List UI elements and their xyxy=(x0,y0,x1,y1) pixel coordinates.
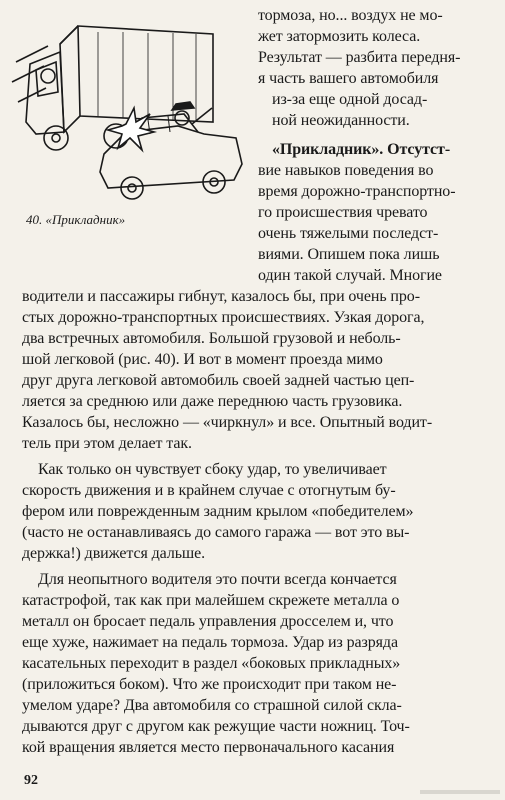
text-line: вие навыков поведения во xyxy=(258,162,434,179)
text-line: водители и пассажиры гибнут, казалось бы, при очень про- xyxy=(22,288,420,305)
text-line: очень тяжелыми последст- xyxy=(258,225,439,242)
text-line: умелом ударе? Два автомобиля со страшной силой скла- xyxy=(22,697,402,714)
text-line: держка!) движется дальше. xyxy=(22,545,206,562)
text-line: металл он бросает педаль управления дросселем и, что xyxy=(22,613,394,630)
text-line: время дорожно-транспортно- xyxy=(258,183,456,200)
text-line: касательных переходит в раздел «боковых прикладных» xyxy=(22,655,401,672)
text-line: (приложиться боком). Что же происходит при таком не- xyxy=(22,676,397,693)
text-line: кой вращения является место первоначального касания xyxy=(22,739,395,756)
text-line: жет затормозить колеса. xyxy=(258,28,421,45)
text-line: тормоза, но... воздух не мо- xyxy=(258,7,443,24)
page-number: 92 xyxy=(24,773,38,788)
text-line: катастрофой, так как при малейшем скрежете металла о xyxy=(22,592,400,609)
text-line: да кончается дорожно-транспортным происшествием (ка- xyxy=(22,759,72,762)
text-line: два встречных автомобиля. Большой грузовой и неболь- xyxy=(22,330,401,347)
text-line: дываются друг с другом как режущие части ножниц. Точ- xyxy=(22,718,410,735)
text-line: один такой случай. Многие xyxy=(258,267,442,284)
text-line: стых дорожно-транспортных происшествиях. Узкая дорога, xyxy=(22,309,425,326)
text-line: торые поворачивают рулевое колесо сразу на 90°. Это яв- xyxy=(22,767,71,770)
text-line: Иногда даже бывает так, что удар из разряда «бок—бок» xyxy=(22,757,71,758)
text-line: виями. Опишем пока лишь xyxy=(258,246,440,263)
text-line: Казалось бы, несложно — «чиркнул» и все. Опытный водит- xyxy=(22,414,433,431)
text-line: «Мотоциклист». Всем известно, как лихо ездят иные xyxy=(22,762,68,765)
text-line: ные мотоциклисты в худшем смысле слова (рис. 41). На- xyxy=(22,768,71,771)
text-line: Как только он чувствует сбоку удар, то увеличивает xyxy=(38,461,387,478)
text-line: еще хуже, нажимает на педаль тормоза. Удар из разряда xyxy=(22,634,398,651)
text-line: как круто заворачивают. Есть водители автомобилей, ко- xyxy=(22,765,71,768)
text-line: Результат — разбита передня- xyxy=(258,49,461,66)
text-block-continued xyxy=(22,757,492,771)
text-line: мотоциклисты, как шустро шныряют между автомобилями, xyxy=(22,763,73,766)
text-line: я часть вашего автомобиля xyxy=(258,70,439,87)
figure-40 xyxy=(8,4,250,234)
text-line: друг друга легковой автомобиль своей задней частью цеп- xyxy=(22,372,415,389)
text-line: из-за еще одной досад- xyxy=(272,91,428,108)
text-line: переходит в разряд «лоб—бок», который почти всег- xyxy=(22,757,68,760)
text-line: фером или поврежденным задним крылом «победителем» xyxy=(22,503,414,520)
text-line: Для неопытного водителя это почти всегда кончается xyxy=(38,571,397,588)
figure-caption: 40. «Прикладник» xyxy=(26,212,126,227)
text-line: ляется за среднюю или даже переднюю часть грузовика. xyxy=(22,393,403,410)
illustration-truck-car-collision xyxy=(8,4,250,214)
scan-artifact xyxy=(420,790,500,794)
text-line: тель при этом делает так. xyxy=(22,435,192,452)
text-line: го происшествия чревато xyxy=(258,204,428,221)
text-line: ной неожиданности. xyxy=(272,112,410,129)
text-line: скорость движения и в крайнем случае с отогнутым бу- xyxy=(22,482,396,499)
text-line: тастрофическими последствиями). xyxy=(22,760,52,763)
text-line: шой легковой (рис. 40). И вот в момент проезда мимо xyxy=(22,351,383,368)
text-line: (часто не останавливаясь до самого гаража — вот это вы- xyxy=(22,524,410,541)
section-heading: «Прикладник». Отсутст- xyxy=(272,141,451,158)
